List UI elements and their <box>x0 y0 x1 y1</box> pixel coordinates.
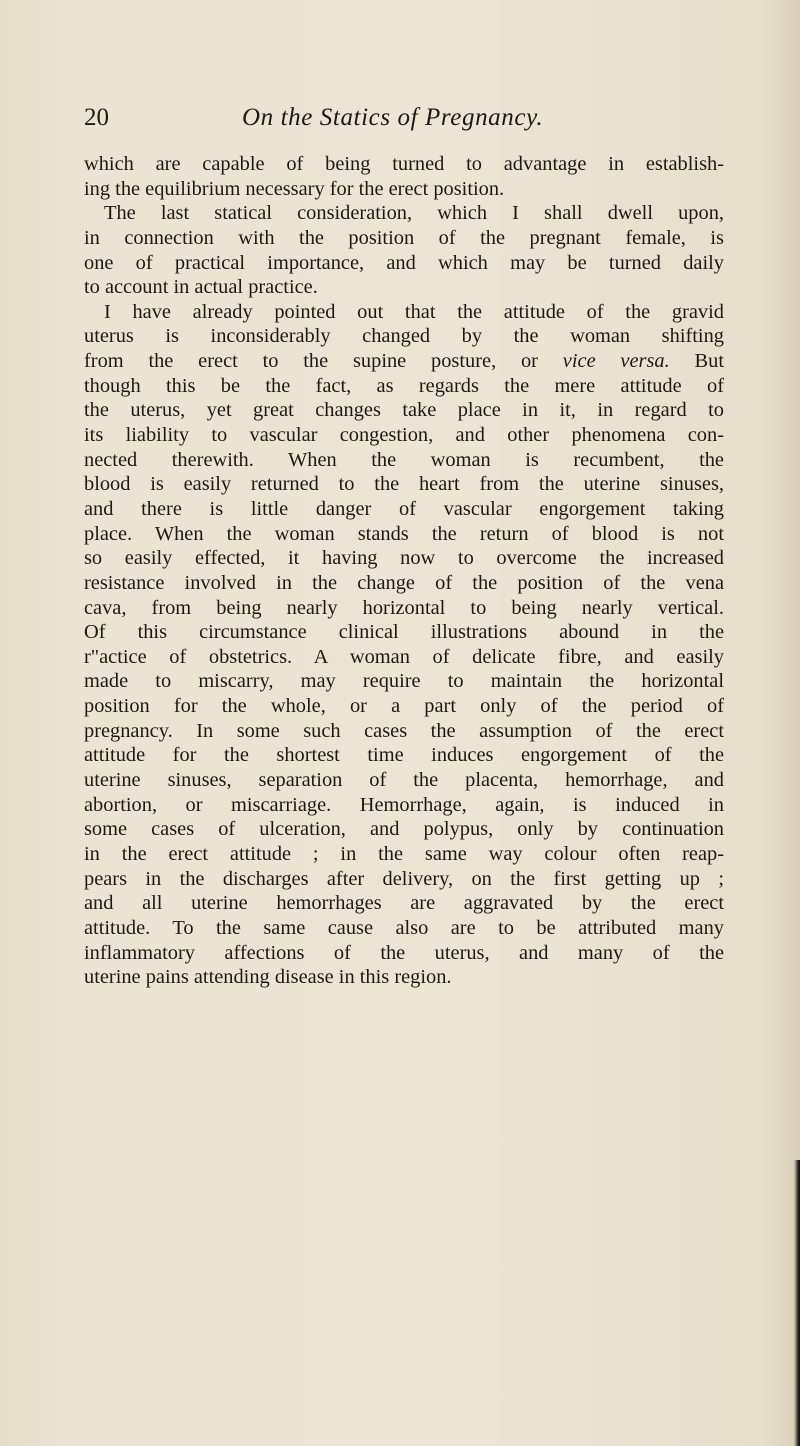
page-number: 20 <box>84 104 109 131</box>
text-line: r"actice of obstetrics. A woman of delicate fibre, and easily <box>84 645 724 668</box>
text-line: one of practical importance, and which may be turned daily <box>84 251 724 274</box>
text-line: its liability to vascular congestion, and other phenomena con- <box>84 424 724 447</box>
text-line: uterine pains attending disease in this region. <box>84 966 452 989</box>
running-title: On the Statics of Pregnancy. <box>242 104 544 131</box>
text-line: resistance involved in the change of the position of the vena <box>84 571 724 594</box>
text-line-mixed <box>84 349 724 374</box>
text-line: inflammatory affections of the uterus, and many of the <box>84 941 724 964</box>
text-line: I have already pointed out that the attitude of the gravid <box>104 300 724 323</box>
text-line: which are capable of being turned to advantage in establish- <box>84 153 724 175</box>
body-text <box>84 152 724 990</box>
text-line: and all uterine hemorrhages are aggravated by the erect <box>84 892 724 915</box>
text-line: position for the whole, or a part only of the period of <box>84 695 724 718</box>
text-line: so easily effected, it having now to overcome the increased <box>84 547 724 570</box>
page-edge-shadow <box>794 1160 800 1446</box>
text-line: though this be the fact, as regards the mere attitude of <box>84 374 724 397</box>
text-line: in the erect attitude ; in the same way colour often reap- <box>84 842 724 865</box>
text-line: pears in the discharges after delivery, on the first getting up ; <box>84 867 724 890</box>
text-line: in connection with the position of the pregnant female, is <box>84 226 724 249</box>
text-line: abortion, or miscarriage. Hemorrhage, again, is induced in <box>84 793 724 816</box>
text-line: to account in actual practice. <box>84 276 318 299</box>
text-line: Of this circumstance clinical illustrations abound in the <box>84 621 724 644</box>
text-line: the uterus, yet great changes take place in it, in regard to <box>84 399 724 422</box>
text-segment: But <box>694 350 724 373</box>
text-line: made to miscarry, may require to maintain the horizontal <box>84 670 724 693</box>
text-line: attitude. To the same cause also are to be attributed many <box>84 916 724 939</box>
italic-phrase: vice versa. <box>562 350 670 373</box>
page-header <box>84 100 724 136</box>
text-line: uterine sinuses, separation of the placenta, hemorrhage, and <box>84 769 724 792</box>
text-line: attitude for the shortest time induces engorgement of the <box>84 744 724 767</box>
text-line: place. When the woman stands the return of blood is not <box>84 522 724 545</box>
text-line: pregnancy. In some such cases the assumption of the erect <box>84 719 724 742</box>
text-line: some cases of ulceration, and polypus, only by continuation <box>84 818 724 841</box>
text-line: nected therewith. When the woman is recumbent, the <box>84 448 724 471</box>
text-segment: from the erect to the supine posture, or <box>84 350 538 373</box>
text-line: uterus is inconsiderably changed by the woman shifting <box>84 325 724 348</box>
text-line: ing the equilibrium necessary for the erect position. <box>84 177 505 200</box>
text-line: cava, from being nearly horizontal to being nearly vertical. <box>84 596 724 619</box>
text-line: and there is little danger of vascular engorgement taking <box>84 497 724 520</box>
text-line: blood is easily returned to the heart from the uterine sinuses, <box>84 473 724 496</box>
text-line: The last statical consideration, which I shall dwell upon, <box>104 202 724 225</box>
